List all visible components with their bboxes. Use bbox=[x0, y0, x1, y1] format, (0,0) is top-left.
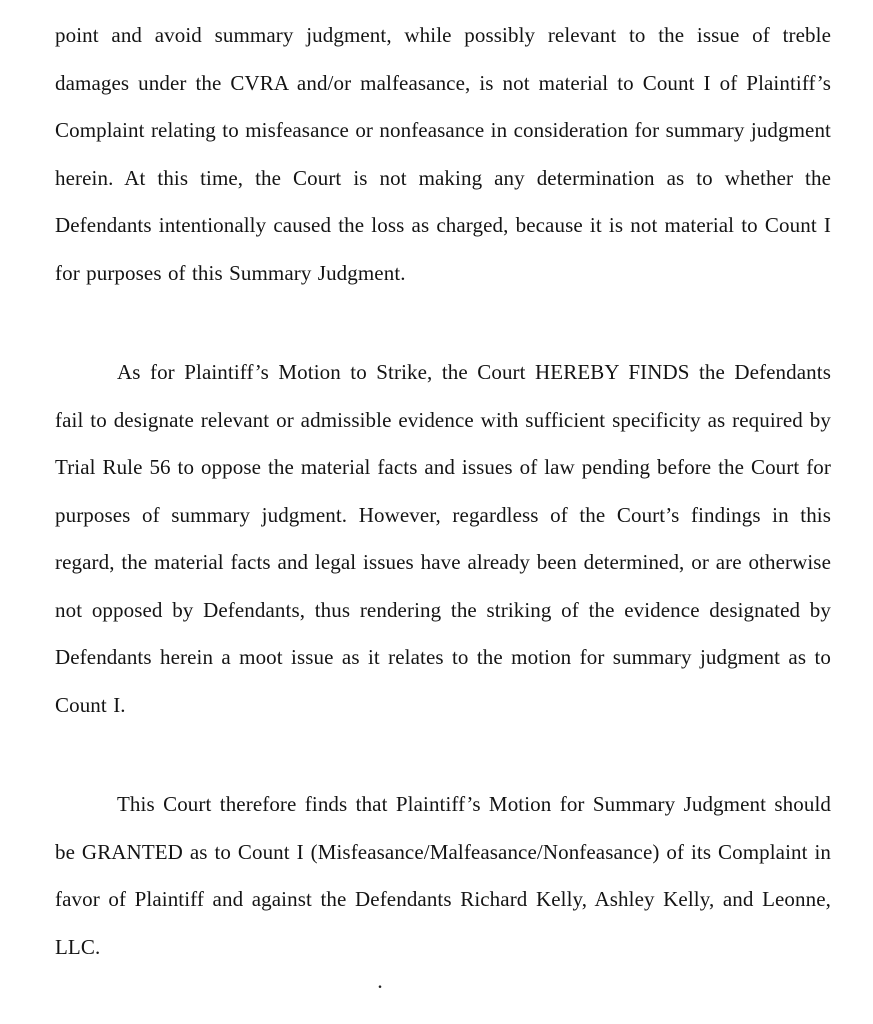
page-footer-mark: . bbox=[378, 975, 382, 992]
paragraph-summary-judgment-materiality: point and avoid summary judgment, while possibly relevant to the issue of treble damages under the CVRA and/or malfeasance, is not material to Count I of Plaintiff’s Complaint relating to misfeasance or nonfeasance in consideration for summary judgment herein. At this time, the Court is not making any determination as to whether the Defendants intentionally caused the loss as charged, because it is not material to Count I for purposes of this Summary Judgment. bbox=[55, 23, 831, 285]
paragraph-motion-to-strike-findings: As for Plaintiff’s Motion to Strike, the Court HEREBY FINDS the Defendants fail to designate relevant or admissible evidence with sufficient specificity as required by Trial Rule 56 to oppose the material facts and issues of law pending before the Court for purposes of summary judgment. However, regardless of the Court’s findings in this regard, the material facts and legal issues have already been determined, or are otherwise not opposed by Defendants, thus rendering the striking of the evidence designated by Defendants herein a moot issue as it relates to the motion for summary judgment as to Count I. bbox=[55, 360, 831, 717]
paragraph-granted-count-one: This Court therefore finds that Plaintiff’s Motion for Summary Judgment should be GRANTED as to Count I (Misfeasance/Malfeasance/Nonfeasance) of its Complaint in favor of Plaintiff and against the Defendants Richard Kelly, Ashley Kelly, and Leonne, LLC. bbox=[55, 792, 831, 959]
